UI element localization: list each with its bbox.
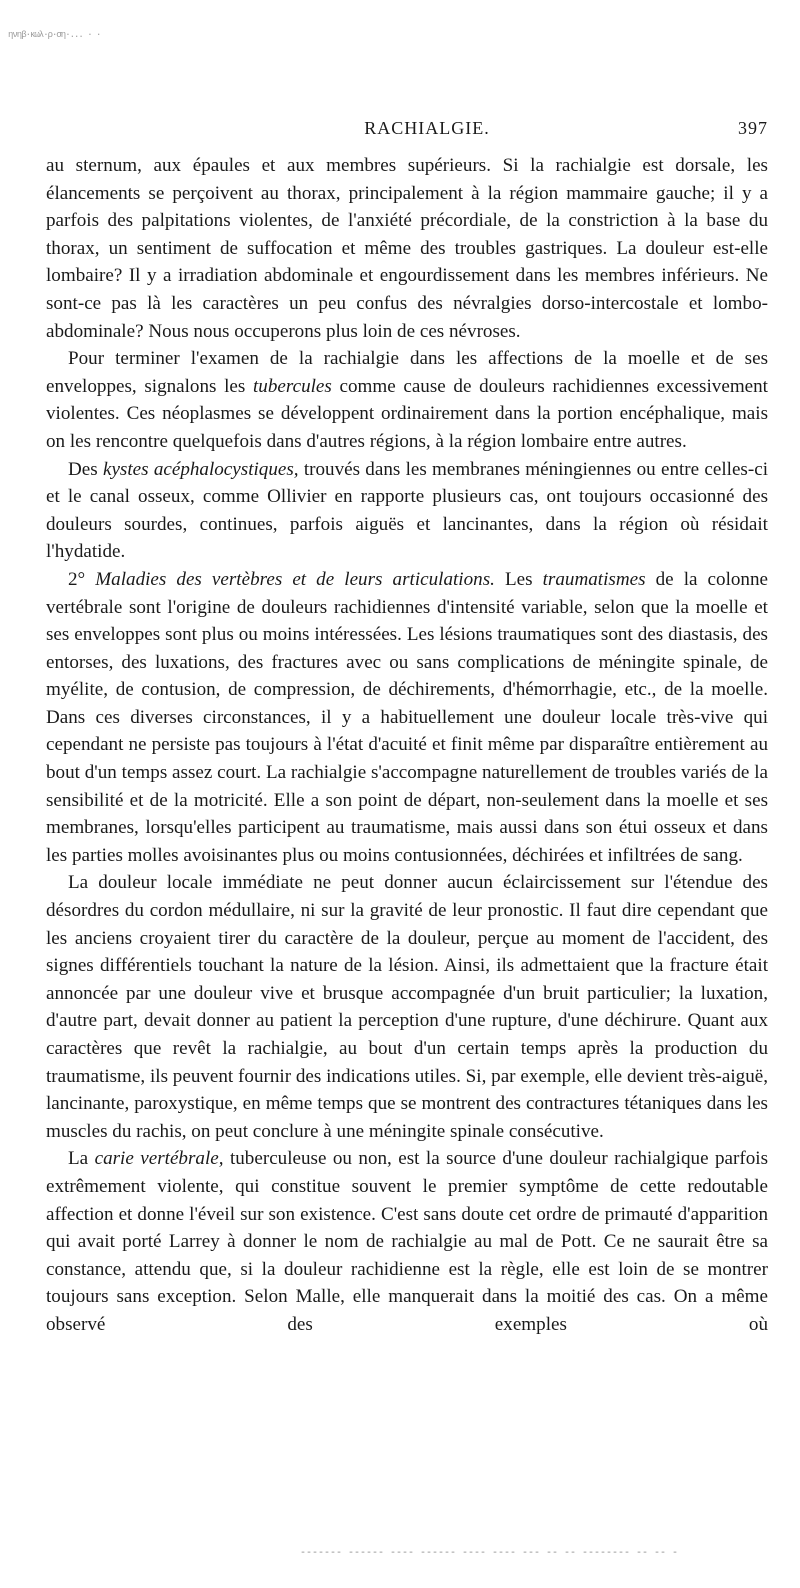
text-run: La douleur locale immédiate ne peut donner aucun éclaircissement sur l'étendue des désordres du cordon médullaire, ni sur la gravité de leur pronostic. Il faut dire cependant que les anciens croyaient tirer du caractère de la douleur, perçue au moment de l'accident, des signes différentiels touchant la nature de la lésion. Ainsi, ils admettaient que la fracture était annoncée par une douleur vive et brusque accompagnée d'un bruit particulier; la luxation, d'autre part, devait donner au patient la perception d'une rupture, d'une déchirure. Quant aux caractères que revêt la rachialgie, au bout d'un certain temps après la production du traumatisme, ils peuvent fournir des indications utiles. Si, par exemple, elle devient très-aiguë, lancinante, paroxystique, en même temps que se montrent des contractures tétaniques dans les muscles du rachis, on peut conclure à une méningite spinale consécutive.: [46, 872, 768, 1142]
text-run: tuberculeuse ou non, est la source d'une douleur rachialgique parfois extrêmement violente, qui constitue souvent le premier symptôme de cette redoutable affection et donne l'éveil sur son existence. C'est sans doute cet ordre de primauté d'apparition qui avait porté Larrey à donner le nom de rachialgie au mal de Pott. Ce ne saurait être sa constance, attendu que, si la douleur rachidienne est la règle, elle est loin de se montrer toujours sans exception. Selon Malle, elle manquerait dans la moitié des cas. On a même observé des exemples où: [46, 1148, 769, 1335]
text-run: comme cause de douleurs rachidiennes excessivement violentes. Ces néoplasmes se développent ordinairement dans la portion encéphalique, mais on les rencontre quelquefois dans d'autres régions, à la région lombaire entre autres.: [46, 375, 768, 452]
text-run: au sternum, aux épaules et aux membres supérieurs. Si la rachialgie est dorsale, les élancements se perçoivent au thorax, principalement à la région mammaire gauche; il y a parfois des palpitations violentes, de l'anxiété précordiale, de la constriction à la base du thorax, un sentiment de suffocation et même des troubles gastriques. La douleur est-elle lombaire? Il y a irradiation abdominale et engourdissement dans les membres inférieurs. Ne sont-ce pas là les caractères un peu confus des névralgies dorso-intercostale et lombo-abdominale? Nous nous occuperons plus loin de ces névroses.: [46, 155, 768, 342]
paragraph: [46, 456, 768, 566]
paragraph: [46, 1145, 768, 1338]
text-run: trouvés dans les membranes méningiennes ou entre celles-ci et le canal osseux, comme Ollivier en rapporte plusieurs cas, ont toujours occasionné des douleurs sourdes, continues, parfois aiguës et lancinantes, dans la région où résidait l'hydatide.: [46, 458, 769, 563]
text-run: de la colonne vertébrale sont l'origine de douleurs rachidiennes d'intensité variable, selon que la moelle et ses enveloppes sont plus ou moins intéressées. Les lésions traumatiques sont des diastasis, des entorses, des luxations, des fractures avec ou sans complications de méningite spinale, de myélite, de contusion, de compression, de déchirements, d'hémorrhagie, etc., de la moelle. Dans ces diverses circonstances, il y a habituellement une douleur locale très-vive qui cependant ne persiste pas toujours à l'état d'acuité et finit même par disparaître entièrement au bout d'un temps assez court. La rachialgie s'accompagne naturellement de troubles variés de la sensibilité et de la motricité. Elle a son point de départ, non-seulement dans la moelle et ses membranes, lorsqu'elles participent au traumatisme, mais aussi dans son étui osseux et dans les parties molles avoisinantes plus ou moins contusionnées, déchirées et infiltrées de sang.: [46, 568, 768, 866]
italic-text: Maladies des vertèbres et de leurs articulations.: [95, 568, 495, 590]
paragraph: [46, 566, 768, 870]
text-run: Des: [68, 458, 103, 480]
italic-text: carie vertébrale,: [94, 1148, 224, 1170]
footer-marks: ------- ------ ---- ------ ---- ---- --- -- -- -------- -- -- -: [300, 1548, 679, 1559]
text-run: Les: [494, 568, 543, 590]
text-run: La: [68, 1148, 95, 1170]
text-run: Pour terminer l'examen de la rachialgie dans les affections de la moelle et de ses enveloppes, signalons les: [46, 348, 768, 397]
running-title: RACHIALGIE.: [364, 118, 490, 138]
body-text: [46, 152, 768, 1339]
italic-text: kystes acéphalocystiques,: [102, 458, 299, 480]
italic-text: tubercules: [253, 375, 332, 397]
paragraph: [46, 869, 768, 1145]
page-header: [46, 118, 768, 144]
paragraph: [46, 345, 768, 455]
page-number: 397: [738, 118, 768, 138]
scan-smudge: ηνηβ·κωλ·ρ·ση·... · ·: [8, 30, 101, 40]
paragraph: [46, 152, 768, 345]
text-run: 2°: [68, 568, 96, 590]
italic-text: traumatismes: [542, 568, 646, 590]
